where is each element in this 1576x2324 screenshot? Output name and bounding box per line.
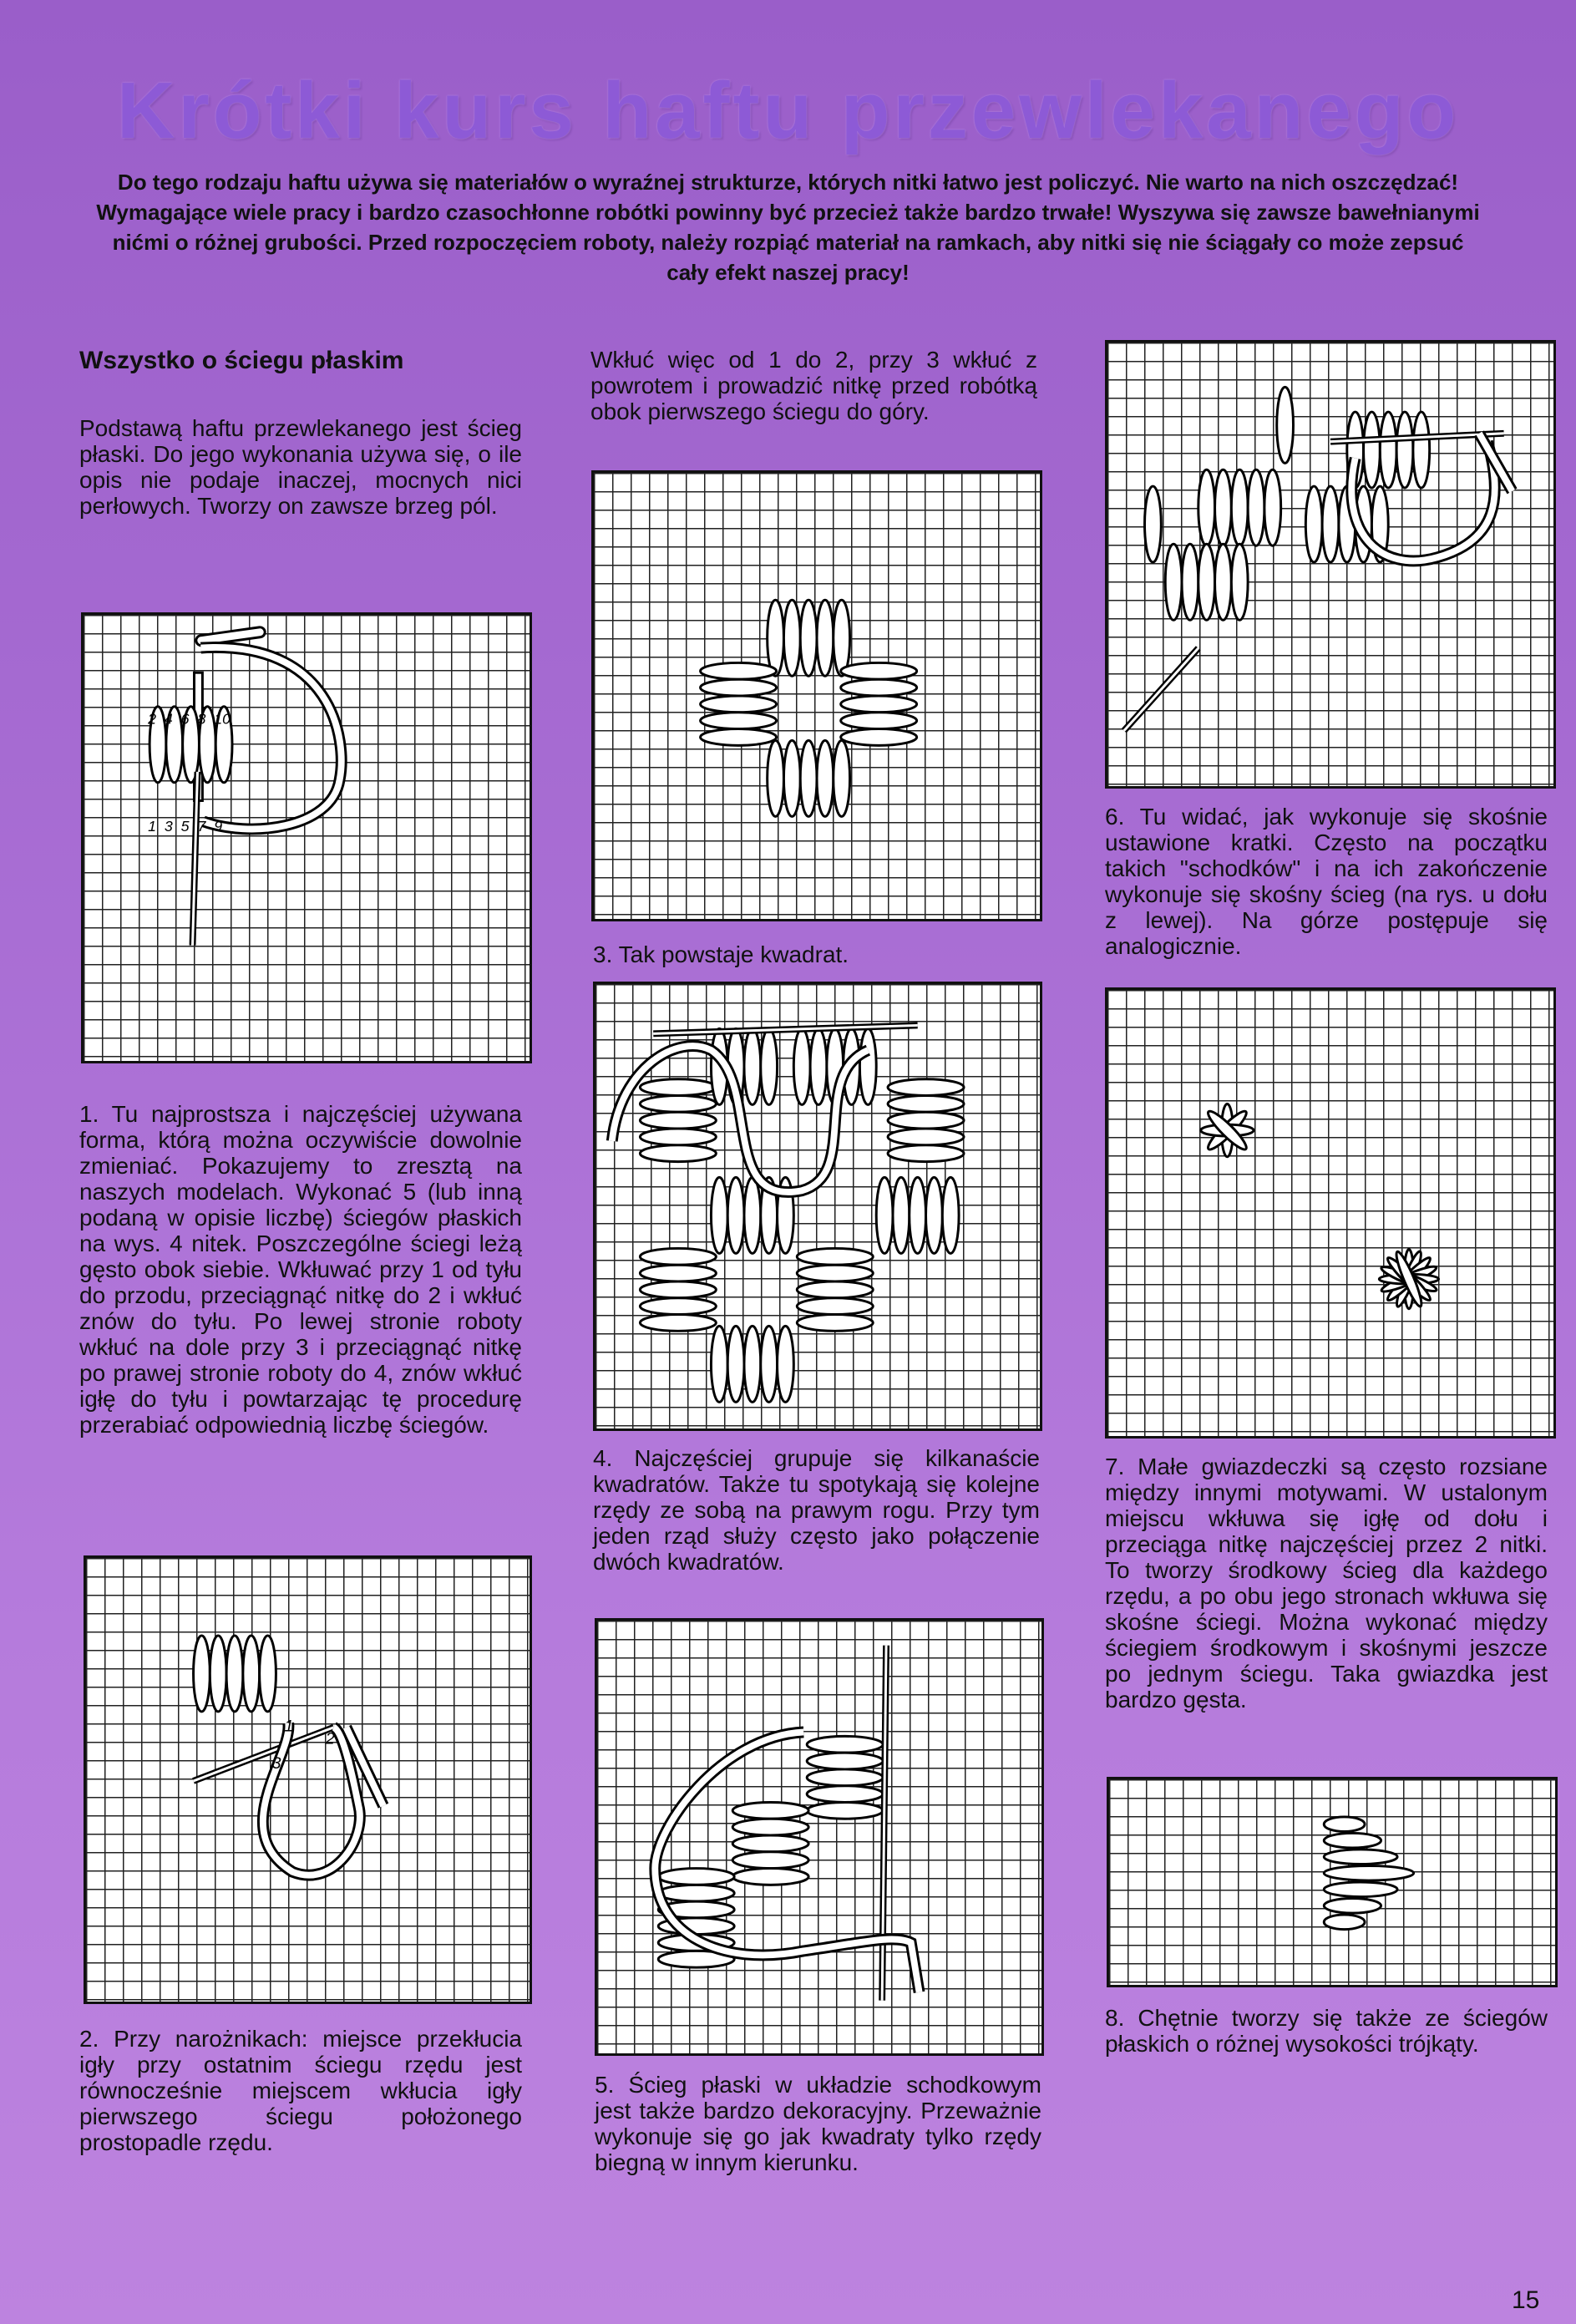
fig2-label-1: 1 [284,1717,294,1736]
page-title: Krótki kurs haftu przewlekanego [117,66,1459,155]
caption-1: 1. Tu najprostsza i najczęściej używana forma, którą można oczywiście dowolnie zmieniać. Pokazujemy to zresztą na naszych modelach. Wykonać 5 (lub inną podaną w opisie liczbę) ściegów płaskich na wys. 4 nitek. Poszczególne ściegi leżą gęsto obok siebie. Wkłuwać przy 1 od tyłu do przodu, przeciągnąć nitkę do 2 i wkłuć znów do tyłu. Po lewej stronie roboty wkłuć na dole przy 3 i przeciągnąć nitkę po prawej stronie roboty do 4, znów wkłuć igłę do tyłu i powtarzając tę procedurę przerabiać odpowiednią liczbę ściegów. [79,1101,522,1438]
fig2-label-3: 3 [271,1754,281,1773]
label-4: 4 [164,710,173,728]
label-1: 1 [148,818,157,835]
caption-4: 4. Najczęściej grupuje się kilkanaście kwadratów. Także tu spotykają się kolejne rzędy ze sobą na prawym rogu. Przy tym jeden rząd służy często jako połączenie dwóch kwadratów. [593,1445,1040,1575]
star-small-icon [1201,1104,1254,1156]
caption-2: 2. Przy narożnikach: miejsce przekłucia igły przy ostatnim ściegu rzędu jest równocześnie miejscem wkłucia igły pierwszego ściegu położonego prostopadle rzędu. [79,2026,522,2155]
figure-1-drawing [84,615,530,1061]
figure-1-diagram [81,612,532,1063]
figure-7-drawing [1107,990,1553,1436]
caption-3-intro: Wkłuć więc od 1 do 2, przy 3 wkłuć z powrotem i prowadzić nitkę przed robótką obok pierwszego ściegu do góry. [590,347,1037,424]
figure-5-diagram [595,1618,1044,2056]
figure-2-diagram [84,1555,532,2004]
lead-paragraph: Podstawą haftu przewlekanego jest ścieg płaski. Do jego wykonania używa się, o ile opis nie podaje inaczej, mocnych nici perłowych. Tworzy on zawsze brzeg pól. [79,415,522,519]
intro-paragraph: Do tego rodzaju haftu używa się materiałów o wyraźnej strukturze, których nitki łatwo jest policzyć. Nie warto na nich oszczędzać! Wymagające wiele pracy i bardzo czasochłonne robótki powinny być przecież także bardzo trwałe! Wyszywa się zawsze bawełnianymi nićmi o różnej grubości. Przed rozpoczęciem roboty, należy rozpiąć materiał na ramkach, aby nitki się nie ściągały co może zepsuć cały efekt naszej pracy! [96,170,1480,285]
label-2: 2 [148,710,157,728]
label-7: 7 [197,818,206,835]
figure-6-drawing [1107,343,1553,786]
section-heading: Wszystko o ściegu płaskim [79,347,404,374]
caption-8: 8. Chętnie tworzy się także ze ściegów płaskich o różnej wysokości trójkąty. [1105,2005,1548,2057]
label-10: 10 [214,710,231,728]
figure-2-drawing [86,1558,530,2002]
label-5: 5 [180,818,190,835]
figure-4-diagram [593,982,1042,1431]
figure-8-diagram [1107,1777,1558,1987]
label-3: 3 [164,818,173,835]
figure-4-drawing [595,984,1040,1428]
label-9: 9 [214,818,223,835]
figure-3-diagram [591,470,1042,921]
figure-6-diagram [1105,340,1556,789]
caption-7: 7. Małe gwiazdeczki są często rozsiane między innymi motywami. W ustalonym miejscu wkłuwa się igłę od dołu i przeciąga nitkę najczęściej przez 2 nitki. To tworzy środkowy ścieg dla każdego rzędu, a po obu jego stronach wkłuwa się skośne ściegi. Można wykonać między ściegiem środkowym i skośnymi jeszcze po jednym ściegu. Taka gwiazdka jest bardzo gęsta. [1105,1454,1548,1713]
fig2-label-2: 2 [325,1729,335,1748]
caption-3: 3. Tak powstaje kwadrat. [593,941,849,967]
label-8: 8 [197,710,206,728]
figure-7-diagram [1105,987,1556,1439]
caption-5: 5. Ścieg płaski w układzie schodkowym jest także bardzo dekoracyjny. Przeważnie wykonuje się go jak kwadraty tylko rzędy biegną w innym kierunku. [595,2072,1041,2175]
figure-5-drawing [597,1621,1041,2053]
label-6: 6 [180,710,190,728]
star-dense-icon [1379,1250,1438,1309]
figure-8-drawing [1109,1779,1555,1985]
page-number: 15 [1512,2286,1540,2314]
figure-3-drawing [594,473,1040,919]
caption-6: 6. Tu widać, jak wykonuje się skośnie ustawione kratki. Często na początku takich "schodków" i na ich zakończenie wykonuje się skośny ścieg (na rys. u dołu z lewej). Na górze postępuje się analogicznie. [1105,804,1548,959]
